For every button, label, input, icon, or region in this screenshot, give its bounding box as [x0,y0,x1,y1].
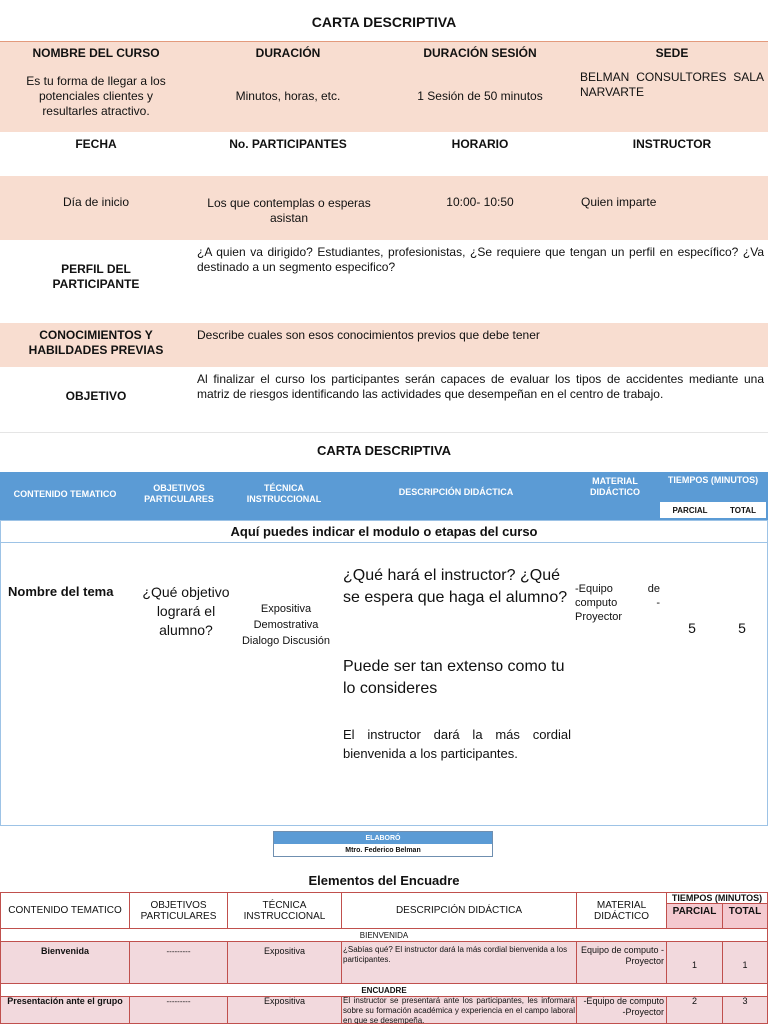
c2-h-total: TOTAL [730,505,756,515]
enc-section-bienvenida: BIENVENIDA [0,928,768,942]
enc-row2-tecnica: Expositiva [263,996,306,1006]
tecnica: Expositiva Demostrativa Dialogo Discusión [241,603,331,647]
enc-h-contenido: CONTENIDO TEMATICO [0,892,130,929]
c2-h-material: MATERIAL DIDÁCTICO [590,476,640,497]
h-conocimientos: CONOCIMIENTOS Y HABILDADES PREVIAS [28,328,164,357]
enc-divider [576,941,577,984]
enc-row1-objetivos: --------- [166,947,191,956]
enc-divider [341,941,342,984]
enc-divider [576,996,577,1024]
enc-divider [722,996,723,1024]
c2-h-contenido: CONTENIDO TEMATICO [13,488,117,499]
v-conocimientos: Describe cuales son esos conocimientos previos que debe tener [197,328,540,342]
tema: Nombre del tema [8,584,114,599]
enc-row2-desc: El instructor se presentará ante los participantes, les informará sobre su formación académica y experiencia en el campo laboral en que se desempeña. [343,996,575,1024]
enc-divider [129,996,130,1024]
c2-h-tecnica: TÉCNICA INSTRUCCIONAL [246,483,322,504]
enc-divider [129,941,130,984]
enc-divider [666,996,667,1024]
enc-row1-tecnica: Expositiva [263,946,306,956]
enc-divider [227,941,228,984]
enc-section-encuadre: ENCUADRE [0,983,768,997]
v-participantes: Los que contemplas o esperas asistan [207,196,371,225]
objetivo: ¿Qué objetivo logrará el alumno? [142,584,230,638]
desc3: El instructor dará la más cordial bienvenida a los participantes. [343,727,571,761]
parcial-value: 5 [688,620,696,636]
h-duracion: DURACIÓN [255,46,321,60]
section-divider [0,432,768,433]
h-curso: NOMBRE DEL CURSO [32,46,160,60]
enc-row2-material: -Equipo de computo -Proyector [583,996,664,1017]
h-objetivo: OBJETIVO [65,388,127,403]
enc-divider [722,941,723,984]
desc2: Puede ser tan extenso como tu lo consideres [343,658,565,697]
v-fecha: Día de inicio [62,194,130,209]
modulo-divider [0,542,768,543]
enc-h-parcial: PARCIAL [666,903,723,929]
v-sede: BELMAN CONSULTORES SALA NARVARTE [580,70,764,99]
enc-row1-total: 1 [742,960,748,970]
v-objetivo: Al finalizar el curso los participantes serán capaces de evaluar los tipos de accidentes mediante una matriz de riesgos identificando las actividades que desempeñan en el centro de trabajo. [197,372,764,401]
elaboro-label: ELABORÓ [274,832,492,844]
encuadre-title: Elementos del Encuadre [308,873,460,888]
v-duracion: Minutos, horas, etc. [235,88,341,103]
v-perfil: ¿A quien va dirigido? Estudiantes, profesionistas, ¿Se requiere que tengan un perfil en específico? ¿Va destinado a un segmento especifico? [197,245,764,274]
enc-h-material: MATERIAL DIDÁCTICO [576,892,667,929]
enc-h-tiempos: TIEMPOS (MINUTOS) [666,892,768,904]
h-sede: SEDE [655,46,689,60]
enc-row1-tema: Bienvenida [40,946,89,956]
v-curso: Es tu forma de llegar a los potenciales clientes y resultarles atractivo. [26,73,166,118]
desc1: ¿Qué hará el instructor? ¿Qué se espera que haga el alumno? [343,567,568,606]
enc-row2-parcial: 2 [691,996,697,1006]
h-participantes: No. PARTICIPANTES [229,136,347,151]
enc-divider [666,941,667,984]
total-value: 5 [738,620,746,636]
enc-row1-parcial: 1 [691,960,697,970]
enc-row2-total: 3 [742,996,748,1006]
elaboro-name: Mtro. Federico Belman [345,846,421,854]
carta2-title: CARTA DESCRIPTIVA [316,443,452,458]
enc-divider [227,996,228,1024]
h-sesion: DURACIÓN SESIÓN [423,46,537,60]
c2-h-parcial: PARCIAL [672,505,708,515]
v-instructor: Quien imparte [581,195,657,209]
v-sesion: 1 Sesión de 50 minutos [417,88,543,103]
carta1-title: CARTA DESCRIPTIVA [311,14,457,30]
enc-h-tecnica: TÉCNICA INSTRUCCIONAL [227,892,342,929]
enc-row2-objetivos: --------- [166,997,191,1006]
enc-divider [341,996,342,1024]
h-instructor: INSTRUCTOR [632,136,712,151]
enc-row2-tema: Presentación ante el grupo [7,996,123,1006]
enc-h-objetivos: OBJETIVOS PARTICULARES [129,892,228,929]
enc-row1-desc: ¿Sabías qué? El instructor dará la más cordial bienvenida a los participantes. [343,945,568,964]
h-perfil: PERFIL DEL PARTICIPANTE [52,262,140,291]
material: -Equipo de computo -Proyector [575,583,660,623]
c2-h-descripcion: DESCRIPCIÓN DIDÁCTICA [398,486,514,497]
modulo-label: Aquí puedes indicar el modulo o etapas del curso [230,523,538,539]
enc-row1-material: Equipo de computo -Proyector [580,945,664,966]
enc-h-descripcion: DESCRIPCIÓN DIDÁCTICA [341,892,577,929]
enc-row2-clip [0,996,768,1024]
c2-h-objetivos: OBJETIVOS PARTICULARES [144,483,214,504]
enc-h-total: TOTAL [722,903,768,929]
c2-h-tiempos: TIEMPOS (MINUTOS) [667,474,759,485]
h-horario: HORARIO [451,136,509,151]
v-horario: 10:00- 10:50 [446,194,514,209]
h-fecha: FECHA [75,136,117,151]
